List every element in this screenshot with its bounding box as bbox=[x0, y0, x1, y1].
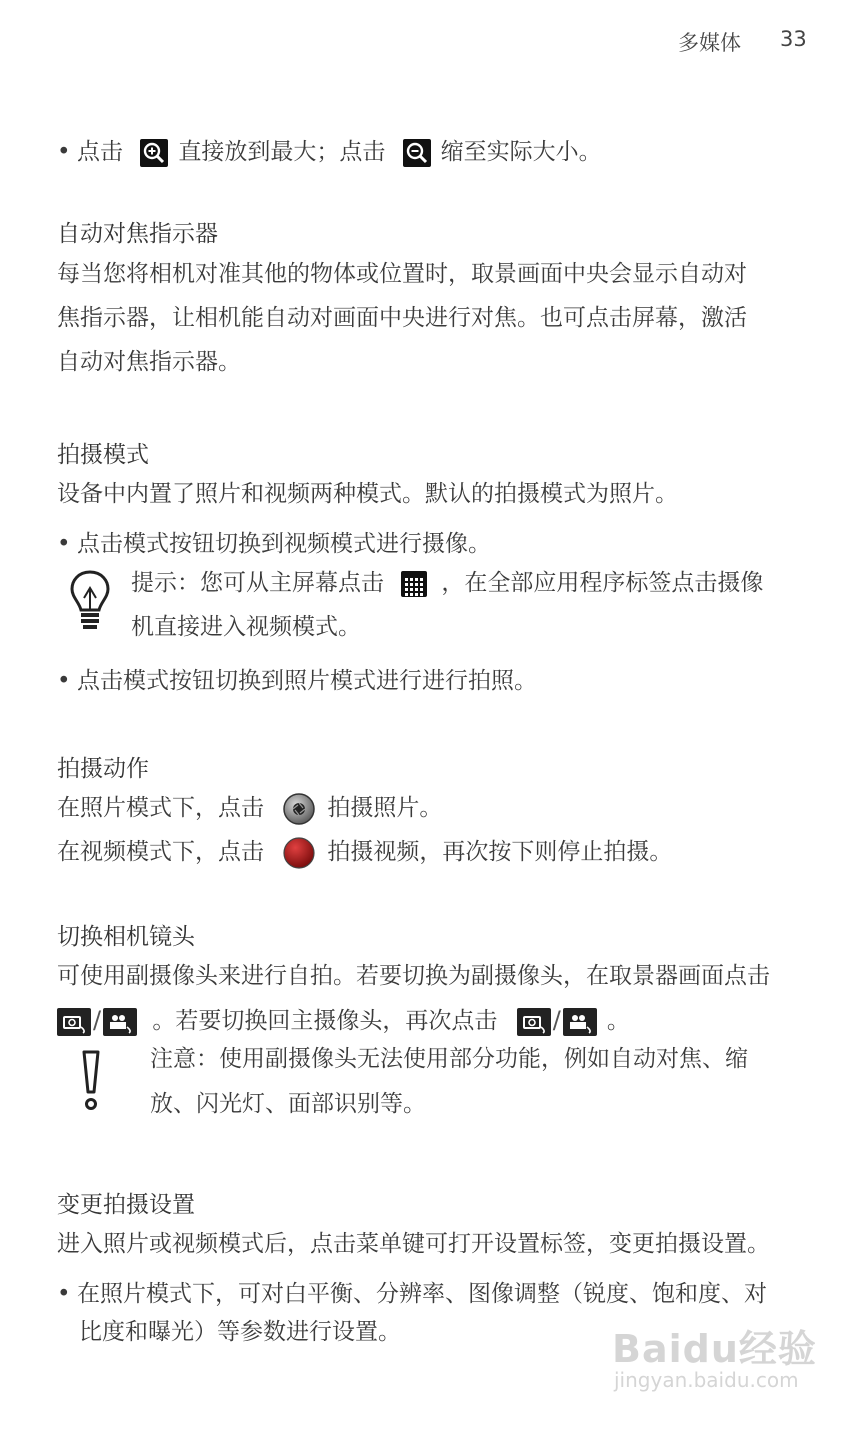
autofocus-line-3: 自动对焦指示器。 bbox=[57, 349, 241, 375]
settings-heading: 变更拍摄设置 bbox=[57, 1192, 195, 1218]
action-photo-line: 在照片模式下，点击 拍摄照片。 bbox=[57, 786, 442, 830]
settings-intro: 进入照片或视频模式后，点击菜单键可打开设置标签，变更拍摄设置。 bbox=[57, 1231, 770, 1257]
section-title: 多媒体 bbox=[678, 31, 741, 55]
zoom-in-icon bbox=[140, 139, 168, 167]
autofocus-heading: 自动对焦指示器 bbox=[57, 221, 218, 247]
note-line-1: 注意：使用副摄像头无法使用部分功能，例如自动对焦、缩 bbox=[150, 1046, 748, 1072]
note-line-2: 放、闪光灯、面部识别等。 bbox=[150, 1091, 426, 1117]
front-camera-icon bbox=[517, 1008, 551, 1036]
mode-intro: 设备中内置了照片和视频两种模式。默认的拍摄模式为照片。 bbox=[57, 481, 678, 507]
main-camera-icon bbox=[103, 1008, 137, 1036]
exclamation-icon bbox=[78, 1048, 104, 1118]
zoom-out-icon bbox=[403, 139, 431, 167]
switch-heading: 切换相机镜头 bbox=[57, 924, 195, 950]
tip-line-1: 提示：您可从主屏幕点击 ，在全部应用程序标签点击摄像 bbox=[131, 570, 764, 596]
mode-heading: 拍摄模式 bbox=[57, 442, 149, 468]
tip-line-2: 机直接进入视频模式。 bbox=[131, 614, 361, 640]
mode-bullet-video: • 点击模式按钮切换到视频模式进行摄像。 bbox=[57, 531, 491, 557]
front-camera-icon bbox=[57, 1008, 91, 1036]
record-icon bbox=[283, 837, 315, 869]
zoom-bullet: • 点击 直接放到最大；点击 缩至实际大小。 bbox=[57, 139, 602, 165]
app-grid-icon bbox=[401, 571, 427, 597]
shutter-icon bbox=[283, 793, 315, 825]
settings-bullet-line-2: 比度和曝光）等参数进行设置。 bbox=[79, 1319, 401, 1345]
switch-line-1: 可使用副摄像头来进行自拍。若要切换为副摄像头，在取景器画面点击 bbox=[57, 963, 770, 989]
autofocus-line-1: 每当您将相机对准其他的物体或位置时，取景画面中央会显示自动对 bbox=[57, 261, 747, 287]
main-camera-icon bbox=[563, 1008, 597, 1036]
page-number: 33 bbox=[780, 27, 807, 51]
lightbulb-icon bbox=[68, 568, 112, 636]
action-video-line: 在视频模式下，点击 拍摄视频，再次按下则停止拍摄。 bbox=[57, 830, 672, 874]
settings-bullet-line-1: • 在照片模式下，可对白平衡、分辨率、图像调整（锐度、饱和度、对 bbox=[57, 1281, 767, 1307]
watermark-logo: Baidu经验 bbox=[612, 1327, 817, 1371]
watermark-url: jingyan.baidu.com bbox=[614, 1368, 799, 1392]
mode-bullet-photo: • 点击模式按钮切换到照片模式进行进行拍照。 bbox=[57, 668, 537, 694]
autofocus-line-2: 焦指示器，让相机能自动对画面中央进行对焦。也可点击屏幕，激活 bbox=[57, 305, 747, 331]
action-heading: 拍摄动作 bbox=[57, 756, 149, 782]
switch-line-2: / 。若要切换回主摄像头，再次点击 / 。 bbox=[57, 998, 630, 1043]
